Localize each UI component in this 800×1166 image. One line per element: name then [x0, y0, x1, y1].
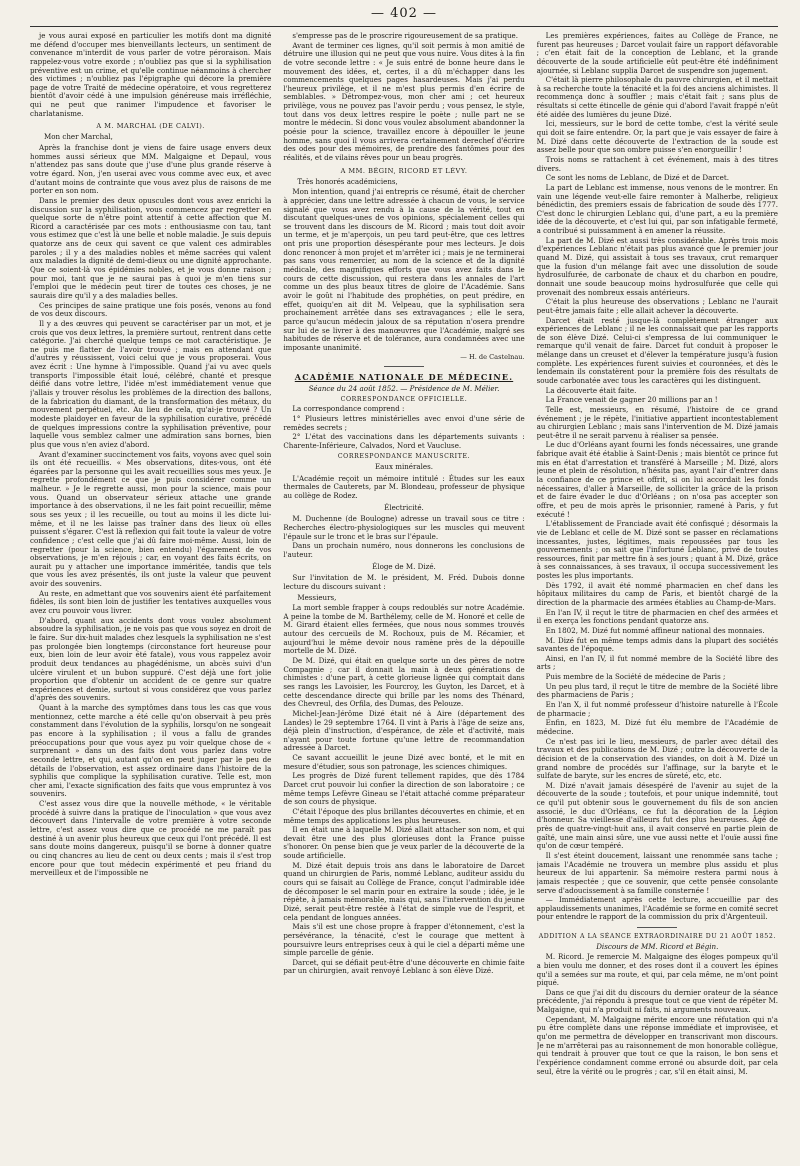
page-number: — 402 —	[370, 6, 438, 21]
paragraph: La part de Leblanc est immense, nous venons de le montrer. En vain une légende veut-elle faire remonter à Malherbe, religieux bénédictin, des premiers essais de fabrication de soude dès 1777. C'est donc le chirurgien Leblanc qui, d'une part, a eu la première idée de la découverte, et c'est lui qui, par son infatigable fermeté, a contribué si puissamment à en amener la réussite.	[536, 182, 778, 236]
rubric: CORRESPONDANCE MANUSCRITE.	[337, 452, 471, 460]
paragraph: Cependant, M. Malgaigne mérite encore une réfutation qui n'a pu être complète dans une réponse immédiate et improvisée, et qu'on me permettra de développer en transcrivant mon discours. Je ne m'arrêterai pas au raisonnement de mon honorable collègue, qui tendrait à prouver que tout ce que la raison, le bon sens et l'expérience condamnent comme erroné ou absurde doit, par cela seul, être la vérité ou le progrès ; car, s'il en était ainsi, M.	[536, 1014, 778, 1076]
salutation: Mon cher Marchal,	[44, 132, 113, 142]
letter-address: A MM. BÉGIN, RICORD ET LÉVY.	[340, 166, 468, 175]
paragraph: La découverte était faite.	[545, 385, 637, 395]
paragraph: Les premières expériences, faites au Collège de France, ne furent pas heureuses ; Darcet voulait faire un rapport défavorable ; c'en était fait de la conception de Leblanc, et la grande découverte de la soude artificielle eût peut-être été indéfiniment ajournée, si Leblanc supplia Darcet de suspendre son jugement.	[536, 32, 778, 75]
paragraph: Ce savant accueillit le jeune Dizé avec bonté, et le mit en mesure d'étudier, sous son patronage, les sciences chimiques.	[283, 753, 525, 771]
paragraph: — Immédiatement après cette lecture, accueillie par des applaudissements unanimes, l'Académie se forme en comité secret pour entendre le rapport de la commission du prix d'Argenteuil.	[536, 895, 778, 922]
paragraph: Ce n'est pas ici le lieu, messieurs, de parler avec détail des travaux et des publications de M. Dizé ; outre la découverte de la décision et de la conservation des viandes, on doit à M. Dizé un grand nombre de procédés sur l'affinage, sur la baryte et le sulfate de baryte, sur les encres de sûreté, etc, etc.	[536, 736, 778, 781]
paragraph: Il s'est éteint doucement, laissant une renommée sans tache ; jamais l'Académie ne trouvera un membre plus assidu et plus heureux de lui appartenir. Sa mémoire restera parmi nous à jamais respectée ; que ce souvenir, que cette pensée consolante serve d'adoucissement à sa famille consternée !	[536, 850, 778, 895]
paragraph: 2° L'état des vaccinations dans les départements suivants : Charente-Inférieure, Calvados, Nord et Vaucluse.	[283, 432, 525, 450]
session-line: Séance du 24 août 1852. — Présidence de M. Mélier.	[308, 384, 500, 394]
paragraph: M. Ricord. Je remercie M. Malgaigne des éloges pompeux qu'il a bien voulu me donner, et des roses dont il a couvert les épines qu'il a semées sur ma route, et qui, par cela même, ne m'ont point piqué.	[536, 952, 778, 988]
section-separator	[637, 927, 677, 928]
paragraph: C'était là pierre philosophale du pauvre chirurgien, et il mettait à sa recherche toute la ténacité et la foi des anciens alchimistes. Il recommença donc à souffler ; mais c'était fait ; sans plus de résultats si cette étincelle de génie qui d'abord l'avait frappé n'eût été aidée des lumières du jeune Dizé.	[536, 75, 778, 119]
subheading: Éloge de M. Dizé.	[372, 561, 436, 571]
paragraph: En l'an X, il fut nommé professeur d'histoire naturelle à l'École de pharmacie ;	[536, 700, 778, 718]
paragraph: La mort semble frapper à coups redoublés sur notre Académie. A peine la tombe de M. Barthélemy, celle de M. Honoré et celle de M. Girard étaient elles fermées, que nous nous sommes trouvés autour des cercueils de M. Rochoux, puis de M. Récamier, et aujourd'hui le même devoir nous ramène près de la dépouille mortelle de M. Dizé.	[283, 603, 525, 656]
paragraph: C'est assez vous dire que la nouvelle méthode, « le véritable procédé à suivre dans la pratique de l'inoculation » que vous avez découvert dans l'intervalle de votre première à votre seconde lettre, c'est assez vous dire que ce procédé ne me paraît pas destiné à un avenir plus heureux que ceux qui l'ont précédé. Il est sans doute moins dangereux, puisqu'il se borne à donner quatre ou cinq chancres au lieu de cent ou deux cents ; mais il s'est trop encore pour que tout médecin expérimenté et peu friand du merveilleux et de l'impossible ne	[30, 799, 272, 878]
paragraph: Telle est, messieurs, en résumé, l'histoire de ce grand événement ; je le répète, l'initiative appartient incontestablement au chirurgien Leblanc ; mais sans l'intervention de M. Dizé jamais peut-être il ne serait parvenu à réaliser sa pensée.	[536, 404, 778, 440]
rubric: ADDITION A LA SÉANCE EXTRAORDINAIRE DU 21 AOÛT 1852.	[538, 933, 776, 941]
paragraph: Dans un prochain numéro, nous donnerons les conclusions de l'auteur.	[283, 541, 525, 559]
signature: — H. de Castelnau.	[460, 353, 525, 362]
salutation: Très honorés académiciens,	[297, 176, 398, 186]
paragraph: Le duc d'Orléans ayant fourni les fonds nécessaires, une grande fabrique avait été établie à Saint-Denis ; mais bientôt ce prince fut mis en état d'arrestation et transféré à Marseille ; M. Dizé, alors jeune et plein de résolution, n'hésita pas, ayant l'air d'entrer dans la confiance de ce prince et offrit, si on lui accordait les fonds nécessaires, d'aller à Marseille, de solliciter la grâce de la prison et de faire évader le duc d'Orléans ; on n'osa pas accepter son offre, et peu de mois après le prisonnier, ramené à Paris, y fut exécuté !	[536, 440, 778, 519]
text-columns	[30, 32, 778, 1166]
paragraph: Mais s'il est une chose propre à frapper d'étonnement, c'est la persévérance, la ténacité, c'est le courage que mettent à poursuivre leurs entreprises ceux à qui le ciel a départi même une simple parcelle de génie.	[283, 922, 525, 958]
paragraph: Ainsi, en l'an IV, il fut nommé membre de la Société libre des arts ;	[536, 653, 778, 672]
paragraph: 1° Plusieurs lettres ministérielles avec envoi d'une série de remèdes secrets ;	[283, 414, 525, 432]
paragraph: Darcet, qui se défiait peut-être d'une découverte en chimie faite par un chirurgien, avait renvoyé Leblanc à son élève Dizé.	[283, 957, 525, 976]
column-middle	[283, 32, 524, 1166]
paragraph: Au reste, en admettant que vos souvenirs aient été parfaitement fidèles, ils sont bien loin de justifier les tentatives auxquelles vous avez cru pouvoir vous livrer.	[30, 588, 272, 616]
subheading: Eaux minérales.	[375, 462, 433, 472]
paragraph: M. Dizé n'avait jamais désespéré de l'avenir au sujet de la découverte de la soude ; toutefois, et pour unique indemnité, tout ce qu'il put obtenir sous le gouvernement du fils de son ancien associé, le duc d'Orléans, ce fut la décoration de la Légion d'honneur. Sa vieillesse d'ailleurs fut des plus heureuses. Âgé de près de quatre-vingt-huit ans, il avait conservé en partie plein de gaîté, une main ainsi sûre, une vue aussi nette et l'ouïe aussi fine qu'on de cœur tempéré.	[536, 780, 778, 851]
paragraph: De M. Dizé, qui était en quelque sorte un des pères de notre Compagnie ; car il donnait la main à deux générations de chimistes : d'une part, à cette glorieuse lignée qui comptait dans ses rangs les Lavoisier, les Fourcroy, les Guyton, les Darcet, et à cette descendance directe qui brille par les noms des Thénard, des Chevreul, des Orfila, des Dumas, des Pelouze.	[283, 656, 525, 709]
rubric: CORRESPONDANCE OFFICIELLE.	[340, 395, 468, 403]
paragraph: C'était l'époque des plus brillantes découvertes en chimie, et en même temps des applications les plus heureuses.	[283, 806, 525, 825]
paragraph: Quant à la marche des symptômes dans tous les cas que vous mentionnez, cette marche a été celle qu'on observait à peu près constamment dans l'évolution de la syphilis, lorsqu'on ne songeait pas encore à la syphilisation ; il vous a fallu de grandes préoccupations pour que vous ayez pu voir quelque chose de « surprenant » dans un des faits dont vous parlez dans votre seconde lettre, et qui, autant qu'on en peut juger par le peu de détails de l'observation, est assez ordinaire dans l'histoire de la syphilis que complique la syphilisation curative. Telle est, mon cher ami, l'exacte signification des faits que vous empruntez à vos souvenirs.	[30, 703, 272, 799]
paragraph: M. Dizé était depuis trois ans dans le laboratoire de Darcet quand un chirurgien de Paris, nommé Leblanc, auditeur assidu du cours qui se faisait au Collège de France, conçut l'admirable idée de décomposer le sel marin pour en extraire la soude ; idée, je le répète, à jamais mémorable, mais qui, sans l'intervention du jeune Dizé, serait peut-être restée à l'état de simple vue de l'esprit, et cela pendant de longues années.	[283, 860, 525, 922]
session-line: Discours de MM. Ricord et Bégin.	[596, 941, 719, 951]
paragraph: Darcet était resté jusque-là complètement étranger aux expériences de Leblanc ; il ne les connaissait que par les rapports de son élève Dizé. Celui-ci s'empressa de lui communiquer le remarque qu'il venait de faire. Darcet fut conduit à proposer le mélange dans un creuset et d'élever la température jusqu'à fusion complète. Les expériences furent suivies et couronnées, et dès le lendemain ils constatèrent pour la première fois des résultats de soude carbonatée avec tous les caractères qui les distinguent.	[536, 315, 778, 385]
paragraph: C'était la plus heureuse des observations ; Leblanc ne l'aurait peut-être jamais faite ; elle allait achever la découverte.	[536, 297, 778, 315]
paragraph: Sur l'invitation de M. le président, M. Fréd. Dubois donne lecture du discours suivant :	[283, 573, 525, 591]
paragraph: Les progrès de Dizé furent tellement rapides, que dès 1784 Darcet crut pouvoir lui confier la direction de son laboratoire ; ce même temps Lefèvre Gineau se l'était attaché comme préparateur de son cours de physique.	[283, 771, 525, 807]
paragraph: Puis membre de la Société de médecine de Paris ;	[545, 672, 726, 682]
section-heading: ACADÉMIE NATIONALE DE MÉDECINE.	[294, 372, 514, 383]
paragraph: L'établissement de Franciade avait été confisqué ; désormais la vie de Leblanc et celle de M. Dizé sont se passer en réclamations incessantes, justes, légitimes, mais repoussées par tous les gouvernements ; on sait que l'infortuné Leblanc, privé de toutes ressources, finit par mettre fin à ses jours ; quant à M. Dizé, grâce à ses connaissances, à ses travaux, il occupa successivement les postes les plus importants.	[536, 519, 778, 581]
paragraph: Avant de terminer ces lignes, qu'il soit permis à mon amitié de détruire une illusion qui ne peut que vous nuire. Vous dites à la fin de votre seconde lettre : « Je suis entré de bonne heure dans le mouvement des idées, et, certes, il a dû m'échapper dans les commencements quelques pages hasardeuses. Mais j'ai perdu l'heureux privilège, et il ne m'est plus permis d'en écrire de semblables. » Détrompez-vous, mon cher ami ; cet heureux privilège, vous ne pouvez pas l'avoir perdu ; vous pensez, le style, tout dans vos deux lettres respire le poète ; nulle part ne se montre le médecin. Si donc vous voulez absolument abandonner la poésie pour la science, travaillez encore à dépouiller le jeune homme, sans quoi il vous arrivera certainement derechef d'écrire des odes pour des mémoires, de prendre des fantômes pour des réalités, et de vilains rêves pour un beau progrès.	[283, 40, 525, 162]
paragraph: La part de M. Dizé est aussi très considérable. Après trois mois d'expériences Leblanc n'était pas plus avancé que le premier jour quand M. Dizé, qui assistait à tous ses travaux, crut remarquer que la fusion d'un mélange fait avec une dissolution de soude hydrosulfurée, de carbonate de chaux et du charbon en poudre, donnait une soude beaucoup moins hydrosulfurée que celle qui provenait des nombreux essais antérieurs.	[536, 235, 778, 297]
paragraph: Trois noms se rattachent à cet événement, mais à des titres divers.	[536, 154, 778, 173]
paragraph: En 1802, M. Dizé fut nommé affineur national des monnaies.	[545, 625, 765, 635]
paragraph: je vous aurai exposé en particulier les motifs dont ma dignité me défend d'occuper mes bienveillants lecteurs, un sentiment de convenance m'interdit de vous parler de votre péroraison. Mais rappelez-vous votre exorde ; n'oubliez pas que si la syphilisation préventive est un crime, et qu'elle continue néanmoins à chercher des victimes ; n'oubliez pas l'épigraphe qui décore la première page de votre Traité de médecine opératoire, et vous regretterez bientôt d'avoir cédé à une impulsion généreuse mais irréfléchie, qui ne peut que ranimer l'impudence et favoriser le charlatanisme.	[30, 32, 272, 118]
paragraph: Mon intention, quand j'ai entrepris ce résumé, était de chercher à apprécier, dans une lettre adressée à chacun de vous, le service signalé que vous avez rendu à la cause de la vérité, tout en discutant quelques-unes de vos opinions, spécialement celles qui se trouvent dans les discours de M. Ricord ; mais tout doit avoir un terme, et je m'aperçois, un peu tard peut-être, que ces lettres ont pris une proportion désespérante pour mes lecteurs. Je dois donc renoncer à mon projet et m'arrêter ici ; mais je ne terminerai pas sans vous remercier, au nom de la science et de la dignité médicale, des magnifiques efforts que vous avez faits dans le cours de cette discussion, qui restera dans les annales de l'art comme un des plus beaux titres de gloire de l'Académie. Sans avoir le goût ni l'habitude des prophéties, on peut prédire, en effet, quoiqu'en ait dit M. Velpeau, que la syphilisation sera prochainement arrêtée dans ses extravagances ; elle le sera, parce qu'aucun médecin jaloux de sa réputation n'osera prendre sur lui de se livrer à des manœuvres que l'Académie, malgré ses habitudes de réserve et de tolérance, aura condamnées avec une imposante unanimité.	[283, 187, 525, 352]
paragraph: L'Académie reçoit un mémoire intitulé : Études sur les eaux thermales de Cauterets, par M. Blondeau, professeur de physique au collège de Rodez.	[283, 473, 525, 501]
paragraph: M. Duchenne (de Boulogne) adresse un travail sous ce titre : Recherches électro-physiologiques sur les muscles qui meuvent l'épaule sur le tronc et le bras sur l'épaule.	[283, 514, 525, 541]
section-separator	[384, 366, 424, 367]
header-rule	[30, 26, 778, 27]
column-left	[30, 32, 271, 1166]
paragraph: Après la franchise dont je viens de faire usage envers deux hommes aussi sérieux que MM. Malgaigne et Depaul, vous n'attendez pas sans doute que j'use d'une plus grande réserve à votre égard. Non, j'en userai avec vous comme avec eux, et avec d'autant moins de contrainte que vous avez plus de raisons de me porter en son nom.	[30, 143, 272, 196]
paragraph: Il en était une à laquelle M. Dizé allait attacher son nom, et qui devait être une des plus glorieuses dont la France puisse s'honorer. On pense bien que je veux parler de la découverte de la soude artificielle.	[283, 825, 525, 861]
paragraph: Ces principes de saine pratique une fois posés, venons au fond de vos deux discours.	[30, 300, 272, 319]
paragraph: Il y a des œuvres qui peuvent se caractériser par un mot, et je crois que vos deux lettres, la première surtout, rentrent dans cette catégorie. J'ai cherché quelque temps ce mot caractéristique. Je ne puis me flatter de l'avoir trouvé ; mais en attendant que d'autres y réussissent, voici celui que je vous proposerai. Vous avez écrit : Une hymne à l'impossible. Quand j'ai vu avec quels transports l'impossible était loué, célébré, chanté et presque déifié dans votre lettre, l'idée m'est immédiatement venue que j'allais y trouver résolus les problèmes de la direction des ballons, de la fabrication du diamant, de la transformation des métaux, du mouvement perpétuel, etc. Au lieu de cela, qu'ai-je trouvé ? Un modeste plaidoyer en faveur de la syphilisation curative, précédé de quelques impressions contre la syphilisation préventive, pour laquelle vous semblez calmer une admiration sans bornes, bien plus que vous n'en aviez d'abord.	[30, 318, 272, 449]
salutation: Messieurs,	[297, 592, 337, 602]
paragraph: Avant d'examiner succinctement vos faits, voyons avec quel soin ils ont été recueillis. « Mes observations, dites-vous, ont été égarées par la personne qui les avait recueillies sous mes yeux. Je regrette profondément ce que je puis considérer comme un malheur. » Je le regrette aussi, mon pour la science, mais pour vous. Quand un observateur sérieux attache une grande importance à des observations, il ne les fait point recueillir, même sous ses yeux ; il les recueille, ou tout au moins il les dicte lui-même, et il ne les laisse pas traîner dans des lieux où elles puissent s'égarer. C'est là reflexion qui fait toute la valeur de votre confidence ; c'est celle que j'ai dû faire moi-même. Aussi, loin de regretter (pour la science, bien entendu) l'égarement de vos observations, je m'en réjouis ; car, en voyant des faits écrits, on aurait pu y attacher une importance imméritée, tandis que tels que vous les avez présentés, ils ont juste la valeur que peuvent avoir des souvenirs.	[30, 449, 272, 589]
paragraph: Ce sont les noms de Leblanc, de Dizé et de Darcet.	[545, 173, 729, 183]
paragraph: Michel-Jean-Jérôme Dizé était né à Aire (département des Landes) le 29 septembre 1764. Il vint à Paris à l'âge de seize ans, déjà plein d'instruction, d'espérance, de zèle et d'activité, mais n'ayant pour toute fortune qu'une lettre de recommandation adressée à Darcet.	[283, 708, 525, 753]
subheading: Électricité.	[384, 502, 424, 512]
paragraph: Dans ce que j'ai dit du discours du dernier orateur de la séance précédente, j'ai répondu à presque tout ce que vient de répéter M. Malgaigne, qui n'a produit ni faits, ni arguments nouveaux.	[536, 987, 778, 1015]
paragraph: Dès 1792, il avait été nommé pharmacien en chef dans les hôpitaux militaires du camp de Paris, et bientôt chargé de la direction de la pharmacie des armées établies au Champ-de-Mars.	[536, 580, 778, 607]
paragraph: D'abord, quant aux accidents dont vous voulez absolument absoudre la syphilisation, je ne vois pas que vous soyez en droit de le faire. Sur dix-huit malades chez lesquels la syphilisation ne s'est pas prolongée bien longtemps (circonstance fort heureuse pour eux, bien loin de leur avoir été fatale), vous vous rappelez avoir produit deux tendances au phagédénisme, un abcès suivi d'un ulcère virulent et un bubon suppuré. C'est déjà une fort jolie proportion que d'obtenir un accident de ce genre sur quatre expériences et demie, surtout si vous considérez que vous parlez d'après des souvenirs.	[30, 615, 272, 703]
paragraph: Un peu plus tard, il reçut le titre de membre de la Société libre des pharmaciens de Paris ;	[536, 681, 778, 700]
paragraph: Enfin, en 1823, M. Dizé fut élu membre de l'Académie de médecine.	[536, 718, 778, 736]
paragraph: Dans le premier des deux opuscules dont vous avez enrichi la discussion sur la syphilisation, vous commencez par regretter en quelque sorte de n'être point attentif à cette affection que M. Ricord a caractérisée par ces mots : enthousiasme con tau, tant vous estimez que c'est là une belle et noble maladie. Je suis depuis quatorze ans de ceux qui savent ce que valent ces admirables paroles ; il y a des maladies nobles et même sacrées qui valent aux maladies la dignité de demi-dieux ou une dignité approchante. Que ce soient-là vos épidémies nobles, et je vous donne raison ; pour moi, tant que je ne saurai pas à quoi je m'en tiens sur l'emploi que le médecin peut tirer de toutes ces choses, je ne saurais dire qu'il y a des maladies belles.	[30, 195, 272, 300]
column-right	[537, 32, 778, 1166]
paragraph: M. Dizé fut en même temps admis dans la plupart des sociétés savantes de l'époque.	[536, 635, 778, 654]
paragraph: Ici, messieurs, sur le bord de cette tombe, c'est la vérité seule qui doit se faire entendre. Or, la part que je vais essayer de faire à M. Dizé dans cette découverte de l'extraction de la soude est assez belle pour que son ombre puisse s'en enorgueillir !	[536, 119, 778, 155]
paragraph: En l'an IV, il reçut le titre de pharmacien en chef des armées et il en exerça les fonctions pendant quatorze ans.	[536, 607, 778, 626]
paragraph: La France venait de gagner 20 millions par an !	[545, 395, 718, 405]
paragraph: s'empresse pas de le proscrire rigoureusement de sa pratique.	[292, 32, 519, 40]
paragraph: La correspondance comprend :	[292, 404, 405, 414]
letter-address: A M. MARCHAL (DE CALVI).	[96, 122, 205, 131]
